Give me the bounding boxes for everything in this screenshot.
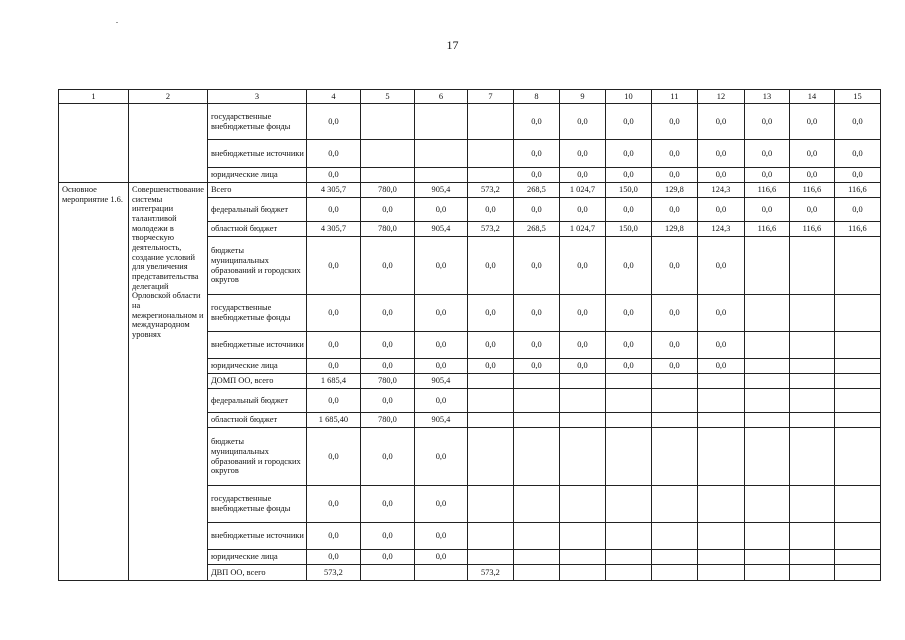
- column-header: 3: [207, 90, 306, 104]
- value-cell: 0,0: [414, 550, 467, 565]
- value-cell: [697, 428, 744, 486]
- column-header: 14: [789, 90, 834, 104]
- value-cell: 573,2: [306, 565, 360, 581]
- value-cell: [697, 413, 744, 428]
- value-cell: [789, 428, 834, 486]
- value-cell: 0,0: [651, 359, 697, 374]
- value-cell: [744, 374, 789, 389]
- value-cell: [414, 565, 467, 581]
- value-cell: [467, 428, 513, 486]
- value-cell: [834, 550, 880, 565]
- value-cell: 0,0: [360, 486, 414, 523]
- value-cell: 0,0: [834, 168, 880, 183]
- value-cell: 0,0: [744, 198, 789, 222]
- value-cell: [651, 565, 697, 581]
- value-cell: 0,0: [513, 168, 559, 183]
- source-name-cell: государственные внебюджетные фонды: [207, 486, 306, 523]
- value-cell: [467, 389, 513, 413]
- value-cell: [651, 413, 697, 428]
- column-header: 11: [651, 90, 697, 104]
- column-header: 1: [59, 90, 129, 104]
- value-cell: 905,4: [414, 374, 467, 389]
- value-cell: [513, 413, 559, 428]
- value-cell: [789, 374, 834, 389]
- value-cell: 0,0: [360, 198, 414, 222]
- value-cell: 0,0: [360, 550, 414, 565]
- value-cell: 0,0: [467, 237, 513, 295]
- value-cell: [605, 374, 651, 389]
- value-cell: [605, 428, 651, 486]
- value-cell: 0,0: [559, 359, 605, 374]
- table-row: [59, 104, 881, 140]
- value-cell: 0,0: [559, 104, 605, 140]
- value-cell: [789, 237, 834, 295]
- value-cell: 905,4: [414, 183, 467, 198]
- value-cell: [744, 523, 789, 550]
- column-header: 7: [467, 90, 513, 104]
- value-cell: 0,0: [513, 140, 559, 168]
- value-cell: 150,0: [605, 183, 651, 198]
- value-cell: [467, 486, 513, 523]
- value-cell: 4 305,7: [306, 183, 360, 198]
- value-cell: 0,0: [414, 332, 467, 359]
- value-cell: [697, 523, 744, 550]
- value-cell: [513, 523, 559, 550]
- value-cell: [605, 389, 651, 413]
- value-cell: 0,0: [414, 237, 467, 295]
- value-cell: 0,0: [306, 104, 360, 140]
- value-cell: 0,0: [360, 428, 414, 486]
- value-cell: 124,3: [697, 222, 744, 237]
- value-cell: [697, 550, 744, 565]
- value-cell: 0,0: [414, 198, 467, 222]
- value-cell: [834, 295, 880, 332]
- value-cell: [513, 486, 559, 523]
- value-cell: 0,0: [559, 140, 605, 168]
- value-cell: 0,0: [360, 389, 414, 413]
- value-cell: 0,0: [834, 104, 880, 140]
- value-cell: 0,0: [559, 198, 605, 222]
- value-cell: 0,0: [789, 168, 834, 183]
- value-cell: [789, 295, 834, 332]
- value-cell: 268,5: [513, 183, 559, 198]
- value-cell: 0,0: [414, 486, 467, 523]
- value-cell: 0,0: [605, 168, 651, 183]
- value-cell: 0,0: [697, 295, 744, 332]
- value-cell: [467, 140, 513, 168]
- value-cell: [467, 523, 513, 550]
- value-cell: [360, 168, 414, 183]
- source-name-cell: областной бюджет: [207, 413, 306, 428]
- value-cell: [360, 104, 414, 140]
- value-cell: [834, 374, 880, 389]
- value-cell: 0,0: [360, 359, 414, 374]
- value-cell: [744, 332, 789, 359]
- value-cell: 0,0: [306, 359, 360, 374]
- value-cell: 0,0: [605, 140, 651, 168]
- column-header: 12: [697, 90, 744, 104]
- value-cell: 0,0: [651, 295, 697, 332]
- value-cell: 0,0: [605, 104, 651, 140]
- column-header: 10: [605, 90, 651, 104]
- value-cell: 0,0: [306, 428, 360, 486]
- value-cell: 0,0: [559, 237, 605, 295]
- budget-table: [58, 89, 881, 581]
- value-cell: [834, 332, 880, 359]
- value-cell: 0,0: [306, 168, 360, 183]
- value-cell: 0,0: [306, 486, 360, 523]
- value-cell: 116,6: [789, 183, 834, 198]
- value-cell: 0,0: [651, 168, 697, 183]
- value-cell: 0,0: [306, 237, 360, 295]
- value-cell: [559, 550, 605, 565]
- value-cell: 0,0: [605, 237, 651, 295]
- value-cell: [559, 428, 605, 486]
- value-cell: [744, 389, 789, 413]
- source-name-cell: государственные внебюджетные фонды: [207, 295, 306, 332]
- header-row: [59, 90, 881, 104]
- scan-speck: [116, 22, 118, 23]
- value-cell: [744, 359, 789, 374]
- value-cell: 0,0: [605, 198, 651, 222]
- value-cell: 116,6: [789, 222, 834, 237]
- value-cell: 0,0: [651, 104, 697, 140]
- value-cell: 573,2: [467, 222, 513, 237]
- value-cell: 0,0: [467, 332, 513, 359]
- value-cell: [744, 413, 789, 428]
- value-cell: 129,8: [651, 183, 697, 198]
- value-cell: [467, 168, 513, 183]
- value-cell: 0,0: [360, 332, 414, 359]
- value-cell: 0,0: [513, 237, 559, 295]
- value-cell: [414, 104, 467, 140]
- value-cell: 0,0: [513, 332, 559, 359]
- value-cell: 780,0: [360, 183, 414, 198]
- source-name-cell: бюджеты муниципальных образований и городских округов: [207, 428, 306, 486]
- value-cell: [513, 389, 559, 413]
- value-cell: [834, 359, 880, 374]
- value-cell: 905,4: [414, 222, 467, 237]
- value-cell: 0,0: [744, 168, 789, 183]
- value-cell: 0,0: [559, 332, 605, 359]
- value-cell: 4 305,7: [306, 222, 360, 237]
- column-header: 9: [559, 90, 605, 104]
- value-cell: [559, 486, 605, 523]
- value-cell: [834, 428, 880, 486]
- value-cell: [789, 332, 834, 359]
- value-cell: 0,0: [605, 295, 651, 332]
- value-cell: [789, 389, 834, 413]
- source-name-cell: федеральный бюджет: [207, 198, 306, 222]
- value-cell: [559, 565, 605, 581]
- value-cell: [414, 140, 467, 168]
- value-cell: [605, 486, 651, 523]
- value-cell: [744, 428, 789, 486]
- source-name-cell: федеральный бюджет: [207, 389, 306, 413]
- value-cell: 116,6: [744, 222, 789, 237]
- value-cell: 124,3: [697, 183, 744, 198]
- value-cell: 0,0: [513, 359, 559, 374]
- value-cell: 0,0: [306, 332, 360, 359]
- column-header: 6: [414, 90, 467, 104]
- value-cell: 0,0: [789, 198, 834, 222]
- source-name-cell: внебюджетные источники: [207, 332, 306, 359]
- source-name-cell: Всего: [207, 183, 306, 198]
- page-number: 17: [446, 38, 459, 52]
- source-name-cell: юридические лица: [207, 359, 306, 374]
- value-cell: [697, 565, 744, 581]
- value-cell: 0,0: [834, 198, 880, 222]
- value-cell: [651, 389, 697, 413]
- value-cell: 0,0: [360, 237, 414, 295]
- value-cell: 1 685,40: [306, 413, 360, 428]
- value-cell: 0,0: [414, 428, 467, 486]
- value-cell: [834, 523, 880, 550]
- value-cell: 780,0: [360, 413, 414, 428]
- value-cell: 1 685,4: [306, 374, 360, 389]
- value-cell: 0,0: [513, 104, 559, 140]
- source-name-cell: государственные внебюджетные фонды: [207, 104, 306, 140]
- value-cell: [651, 550, 697, 565]
- value-cell: 0,0: [651, 332, 697, 359]
- value-cell: 573,2: [467, 183, 513, 198]
- value-cell: [605, 550, 651, 565]
- column-header: 4: [306, 90, 360, 104]
- column-header: 15: [834, 90, 880, 104]
- source-name-cell: ДОМП ОО, всего: [207, 374, 306, 389]
- value-cell: [744, 550, 789, 565]
- column-header: 13: [744, 90, 789, 104]
- column1-cell-empty: [59, 104, 129, 183]
- value-cell: 0,0: [513, 198, 559, 222]
- value-cell: 0,0: [306, 140, 360, 168]
- value-cell: 116,6: [834, 183, 880, 198]
- column-header: 8: [513, 90, 559, 104]
- value-cell: 0,0: [697, 104, 744, 140]
- value-cell: 0,0: [651, 237, 697, 295]
- value-cell: [744, 486, 789, 523]
- value-cell: 0,0: [414, 359, 467, 374]
- value-cell: [360, 140, 414, 168]
- value-cell: [467, 104, 513, 140]
- value-cell: 780,0: [360, 222, 414, 237]
- value-cell: 0,0: [834, 140, 880, 168]
- value-cell: [744, 565, 789, 581]
- value-cell: [789, 359, 834, 374]
- value-cell: 573,2: [467, 565, 513, 581]
- value-cell: 0,0: [697, 359, 744, 374]
- value-cell: 0,0: [651, 198, 697, 222]
- value-cell: 0,0: [467, 359, 513, 374]
- value-cell: 780,0: [360, 374, 414, 389]
- value-cell: 0,0: [414, 523, 467, 550]
- value-cell: 0,0: [744, 140, 789, 168]
- value-cell: 0,0: [559, 168, 605, 183]
- value-cell: [744, 295, 789, 332]
- value-cell: [513, 565, 559, 581]
- activity-number-cell: Основное мероприятие 1.6.: [59, 183, 129, 581]
- value-cell: [789, 565, 834, 581]
- value-cell: [513, 374, 559, 389]
- source-name-cell: ДВП ОО, всего: [207, 565, 306, 581]
- value-cell: 116,6: [834, 222, 880, 237]
- value-cell: [789, 523, 834, 550]
- value-cell: 0,0: [744, 104, 789, 140]
- value-cell: [651, 428, 697, 486]
- value-cell: 0,0: [306, 523, 360, 550]
- value-cell: 0,0: [559, 295, 605, 332]
- value-cell: [559, 389, 605, 413]
- value-cell: 0,0: [360, 523, 414, 550]
- value-cell: [789, 550, 834, 565]
- value-cell: 116,6: [744, 183, 789, 198]
- value-cell: 129,8: [651, 222, 697, 237]
- activity-description-cell: Совершенствование системы интеграции талантливой молодежи в творческую деятельность, создание условий для увеличения представительства делегаций Орловской области на межрегиональном и международном уровнях: [129, 183, 208, 581]
- value-cell: [834, 389, 880, 413]
- source-name-cell: внебюджетные источники: [207, 523, 306, 550]
- value-cell: 0,0: [513, 295, 559, 332]
- value-cell: [834, 565, 880, 581]
- value-cell: 0,0: [697, 168, 744, 183]
- column-header: 2: [129, 90, 208, 104]
- value-cell: 0,0: [414, 389, 467, 413]
- value-cell: 0,0: [306, 295, 360, 332]
- value-cell: [834, 486, 880, 523]
- value-cell: 0,0: [697, 237, 744, 295]
- value-cell: 0,0: [467, 295, 513, 332]
- value-cell: [651, 486, 697, 523]
- value-cell: 0,0: [414, 295, 467, 332]
- value-cell: 0,0: [605, 359, 651, 374]
- value-cell: [697, 389, 744, 413]
- value-cell: [559, 523, 605, 550]
- source-name-cell: юридические лица: [207, 168, 306, 183]
- value-cell: [834, 413, 880, 428]
- source-name-cell: бюджеты муниципальных образований и городских округов: [207, 237, 306, 295]
- value-cell: [605, 523, 651, 550]
- value-cell: [605, 413, 651, 428]
- value-cell: 0,0: [306, 550, 360, 565]
- value-cell: 0,0: [697, 198, 744, 222]
- value-cell: [360, 565, 414, 581]
- value-cell: 1 024,7: [559, 183, 605, 198]
- value-cell: 150,0: [605, 222, 651, 237]
- value-cell: [467, 550, 513, 565]
- value-cell: [834, 237, 880, 295]
- value-cell: 0,0: [789, 140, 834, 168]
- value-cell: [789, 413, 834, 428]
- value-cell: 0,0: [651, 140, 697, 168]
- value-cell: 0,0: [605, 332, 651, 359]
- value-cell: 0,0: [697, 332, 744, 359]
- value-cell: [513, 550, 559, 565]
- value-cell: 905,4: [414, 413, 467, 428]
- value-cell: [697, 374, 744, 389]
- value-cell: 0,0: [697, 140, 744, 168]
- value-cell: [789, 486, 834, 523]
- value-cell: [744, 237, 789, 295]
- value-cell: 0,0: [467, 198, 513, 222]
- value-cell: [467, 374, 513, 389]
- source-name-cell: областной бюджет: [207, 222, 306, 237]
- value-cell: [414, 168, 467, 183]
- value-cell: [559, 374, 605, 389]
- value-cell: [467, 413, 513, 428]
- value-cell: [697, 486, 744, 523]
- value-cell: 0,0: [306, 389, 360, 413]
- table-row: [59, 183, 881, 198]
- value-cell: 268,5: [513, 222, 559, 237]
- value-cell: [651, 374, 697, 389]
- source-name-cell: юридические лица: [207, 550, 306, 565]
- value-cell: 0,0: [789, 104, 834, 140]
- value-cell: [651, 523, 697, 550]
- value-cell: 0,0: [306, 198, 360, 222]
- value-cell: 0,0: [360, 295, 414, 332]
- column-header: 5: [360, 90, 414, 104]
- value-cell: [513, 428, 559, 486]
- value-cell: [605, 565, 651, 581]
- source-name-cell: внебюджетные источники: [207, 140, 306, 168]
- column2-cell-empty: [129, 104, 208, 183]
- value-cell: 1 024,7: [559, 222, 605, 237]
- value-cell: [559, 413, 605, 428]
